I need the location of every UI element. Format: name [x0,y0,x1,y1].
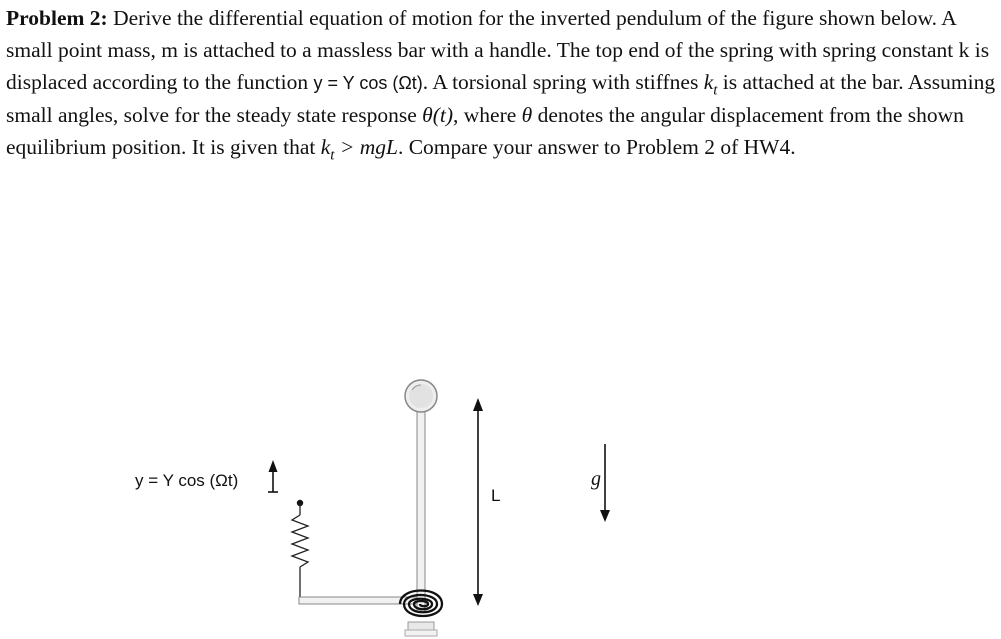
torsional-stiffness-symbol: $k_t$ [703,70,718,99]
problem-text-1: Derive the differential equation of motion for the inverted pendulum of the figure shown below. A small point mass, m is attached to a massless bar with a handle. The top end of the spring with spring constant k is displaced according to the function [6,6,990,94]
pendulum-bar [417,410,425,612]
gravity-label: g [591,468,601,490]
gravity-arrow [600,444,610,522]
linear-spring [292,500,308,600]
forcing-arrow [268,460,278,492]
theta-symbol: θ [521,103,533,127]
point-mass [405,380,437,412]
problem-text-3: is attached at the bar. Assuming small angles, solve for the steady state response [6,70,996,127]
problem-text-4: , where [453,103,522,127]
theta-t-symbol: θ(t) [422,103,454,127]
problem-text-5: denotes the angular displacement from the shown equilibrium position. It is given that [6,103,964,159]
forcing-function-inline: y = Y cos (Ωt) [313,73,423,93]
length-dimension-arrow [473,398,483,606]
forcing-label: y = Y cos (Ωt) [135,471,239,490]
problem-text-2: . A torsional spring with stiffnes [422,70,704,94]
problem-heading: Problem 2: [6,6,108,30]
problem-text-6: . Compare your answer to Problem 2 of HW4. [397,135,796,159]
stiffness-condition: $k_t$ > mgL [320,135,398,164]
length-label: L [491,486,501,505]
pivot-base [405,622,437,636]
